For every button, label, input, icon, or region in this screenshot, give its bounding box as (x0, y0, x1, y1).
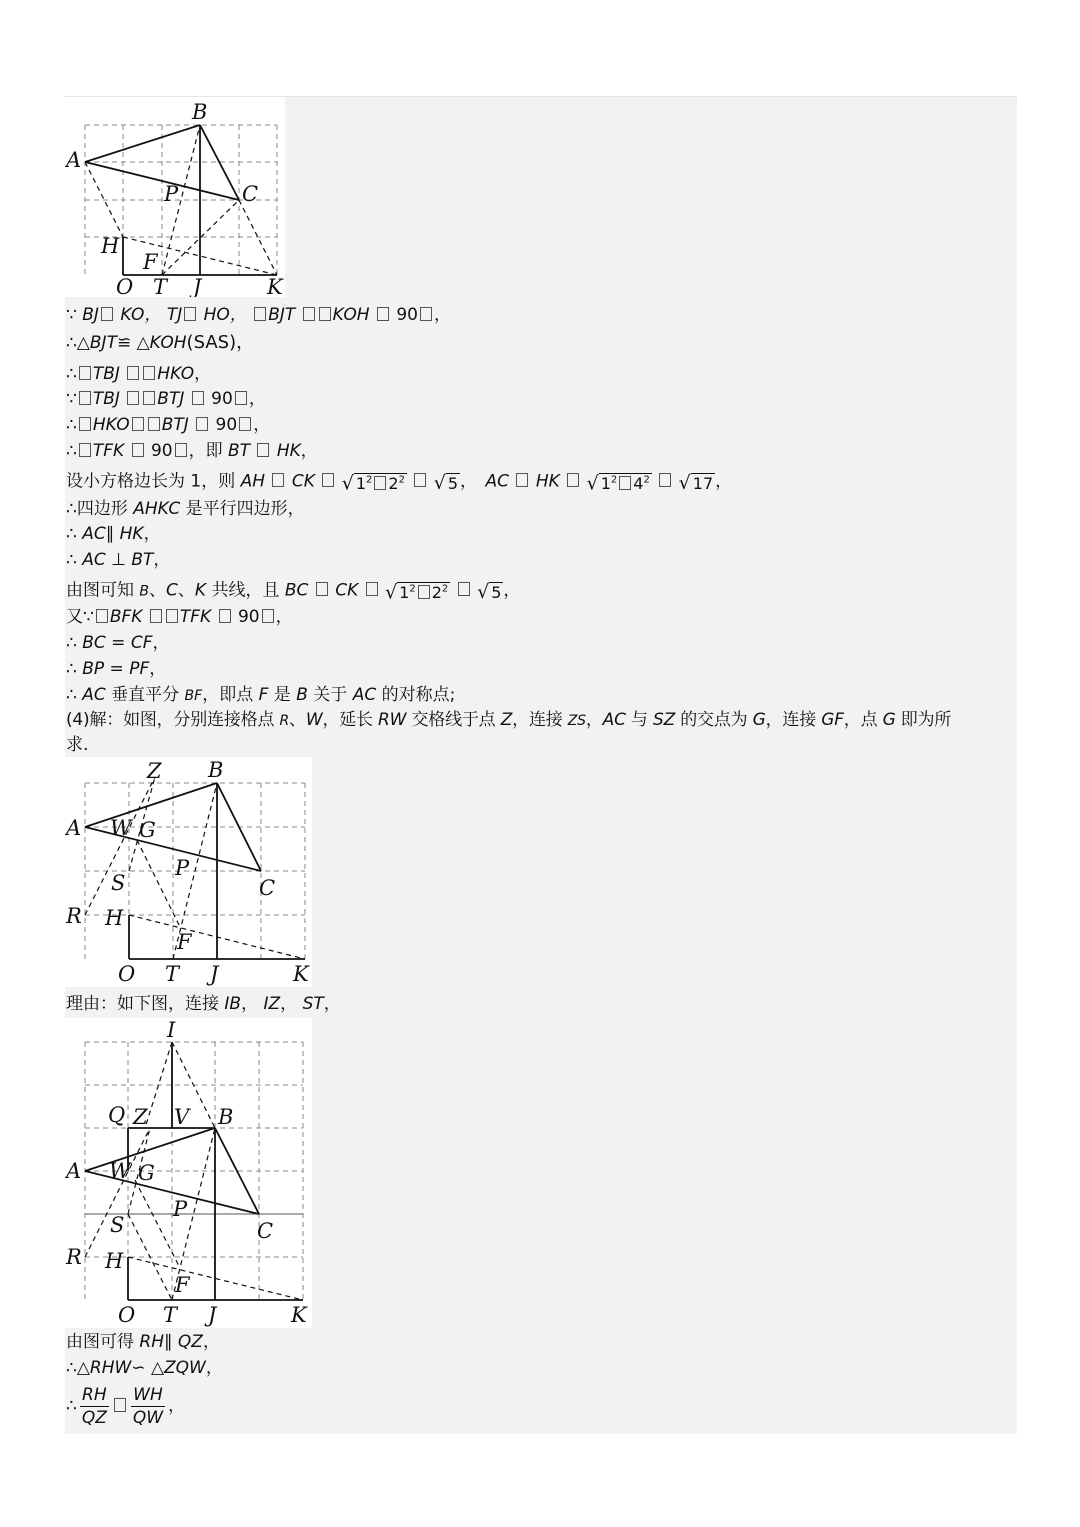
fig3-label-k: K (291, 1303, 307, 1327)
figure-3-diagram (65, 1018, 312, 1328)
fig1-label-t: T (153, 275, 168, 297)
figure-1 (65, 97, 285, 297)
line-16: (4)解：如图，分别连接格点 R、W，延长 RW 交格线于点 Z，连接 ZS，AC 与 SZ 的交点为 G，连接 GF，点 G 即为所 (66, 710, 952, 730)
fig3-label-i: I (167, 1018, 176, 1042)
fig3-label-p: P (173, 1197, 188, 1221)
fig1-label-b: B (192, 100, 208, 124)
line-20: ∴△RHW∽ △ZQW， (66, 1358, 223, 1378)
fig3-label-w: W (109, 1159, 131, 1183)
fig2-label-z: Z (147, 759, 162, 783)
fig2-label-b: B (208, 758, 224, 782)
fig2-label-k: K (293, 962, 309, 986)
fig3-label-a: A (66, 1159, 82, 1183)
fig3-label-b: B (218, 1105, 234, 1129)
line-19: 由图可得 RH∥ QZ， (66, 1332, 220, 1352)
fraction-rh-qz: $\frac{RH}{QZ}$ (81, 1384, 107, 1428)
fig1-label-o: O (116, 275, 134, 297)
line-14: ∴ BP = PF， (66, 659, 167, 679)
fig1-label-h: H (101, 234, 120, 258)
fig2-label-r: R (66, 904, 82, 928)
fig2-label-j: J (210, 962, 219, 986)
fig2-label-a: A (66, 816, 82, 840)
fig2-label-w: W (110, 816, 132, 840)
figure-2-diagram (65, 757, 312, 987)
fraction-wh-qw: $\frac{WH}{QW}$ (132, 1384, 164, 1428)
line-1: ∵ BJ KO， TJ HO， BJT KOH 90 ， (66, 305, 451, 325)
fig2-label-c: C (259, 876, 276, 900)
line-13: ∴ BC = CF， (66, 633, 170, 653)
fig2-label-f: F (177, 930, 192, 954)
fig2-label-o: O (118, 962, 136, 986)
fig3-label-v: V (174, 1105, 190, 1129)
line-5: ∴ HKO BTJ 90 ， (66, 415, 271, 435)
fig3-label-s: S (110, 1213, 125, 1237)
line-2: ∴△BJT≌ △KOH(SAS)， (66, 332, 255, 353)
fig3-label-j: J (208, 1303, 217, 1327)
fig2-label-s: S (111, 871, 126, 895)
line-3: ∴ TBJ HKO， (66, 364, 212, 384)
fig3-label-r: R (66, 1245, 82, 1269)
fig2-label-p: P (175, 856, 190, 880)
line-7: 设小方格边长为 1，则 AH CK √ $1^2$ $2^2$ √ 5 ， AC HK √ $1^2$ $4^2$ √ 17 ， (66, 471, 733, 495)
figure-1-diagram (65, 97, 285, 297)
figure-2 (65, 757, 312, 987)
fig1-label-a: A (66, 148, 82, 172)
fig3-label-h: H (105, 1249, 124, 1273)
fig3-label-f: F (175, 1273, 190, 1297)
fig1-label-p: P (164, 182, 179, 206)
line-18: 理由：如下图，连接 IB， IZ， ST， (66, 994, 341, 1014)
fig3-label-g: G (138, 1161, 155, 1185)
line-12: 又∵ BFK TFK 90 ， (66, 607, 293, 627)
line-9: ∴ AC∥ HK， (66, 524, 161, 544)
fig1-label-j: J (193, 275, 202, 297)
line-8: ∴四边形 AHKC 是平行四边形， (66, 499, 305, 519)
line-15: ∴ AC 垂直平分 BF，即点 F 是 B 关于 AC 的对称点; (66, 685, 456, 705)
line-10: ∴ AC ⊥ BT， (66, 550, 171, 570)
line-21: ∴ $\frac{RH}{QZ}$ $\frac{WH}{QW}$ ， (66, 1384, 186, 1428)
fig3-label-t: T (163, 1303, 178, 1327)
fig2-label-t: T (165, 962, 180, 986)
line-11: 由图可知 B、C、K 共线，且 BC CK √ $1^2$ $2^2$ √ 5 ， (66, 580, 521, 604)
fig2-label-h: H (105, 906, 124, 930)
fig3-label-o: O (118, 1303, 136, 1327)
fig1-label-f: F (143, 250, 158, 274)
fig1-label-c: C (242, 182, 259, 206)
fig3-label-c: C (257, 1219, 274, 1243)
fig3-label-z: Z (133, 1105, 148, 1129)
line-6: ∴ TFK 90 ，即 BT HK， (66, 441, 318, 461)
fig1-label-k: K (267, 275, 283, 297)
line-4: ∵ TBJ BTJ 90 ， (66, 389, 266, 409)
line-17: 求. (66, 735, 89, 755)
figure-3 (65, 1018, 312, 1328)
fig3-label-q: Q (108, 1103, 126, 1127)
fig2-label-g: G (139, 818, 156, 842)
